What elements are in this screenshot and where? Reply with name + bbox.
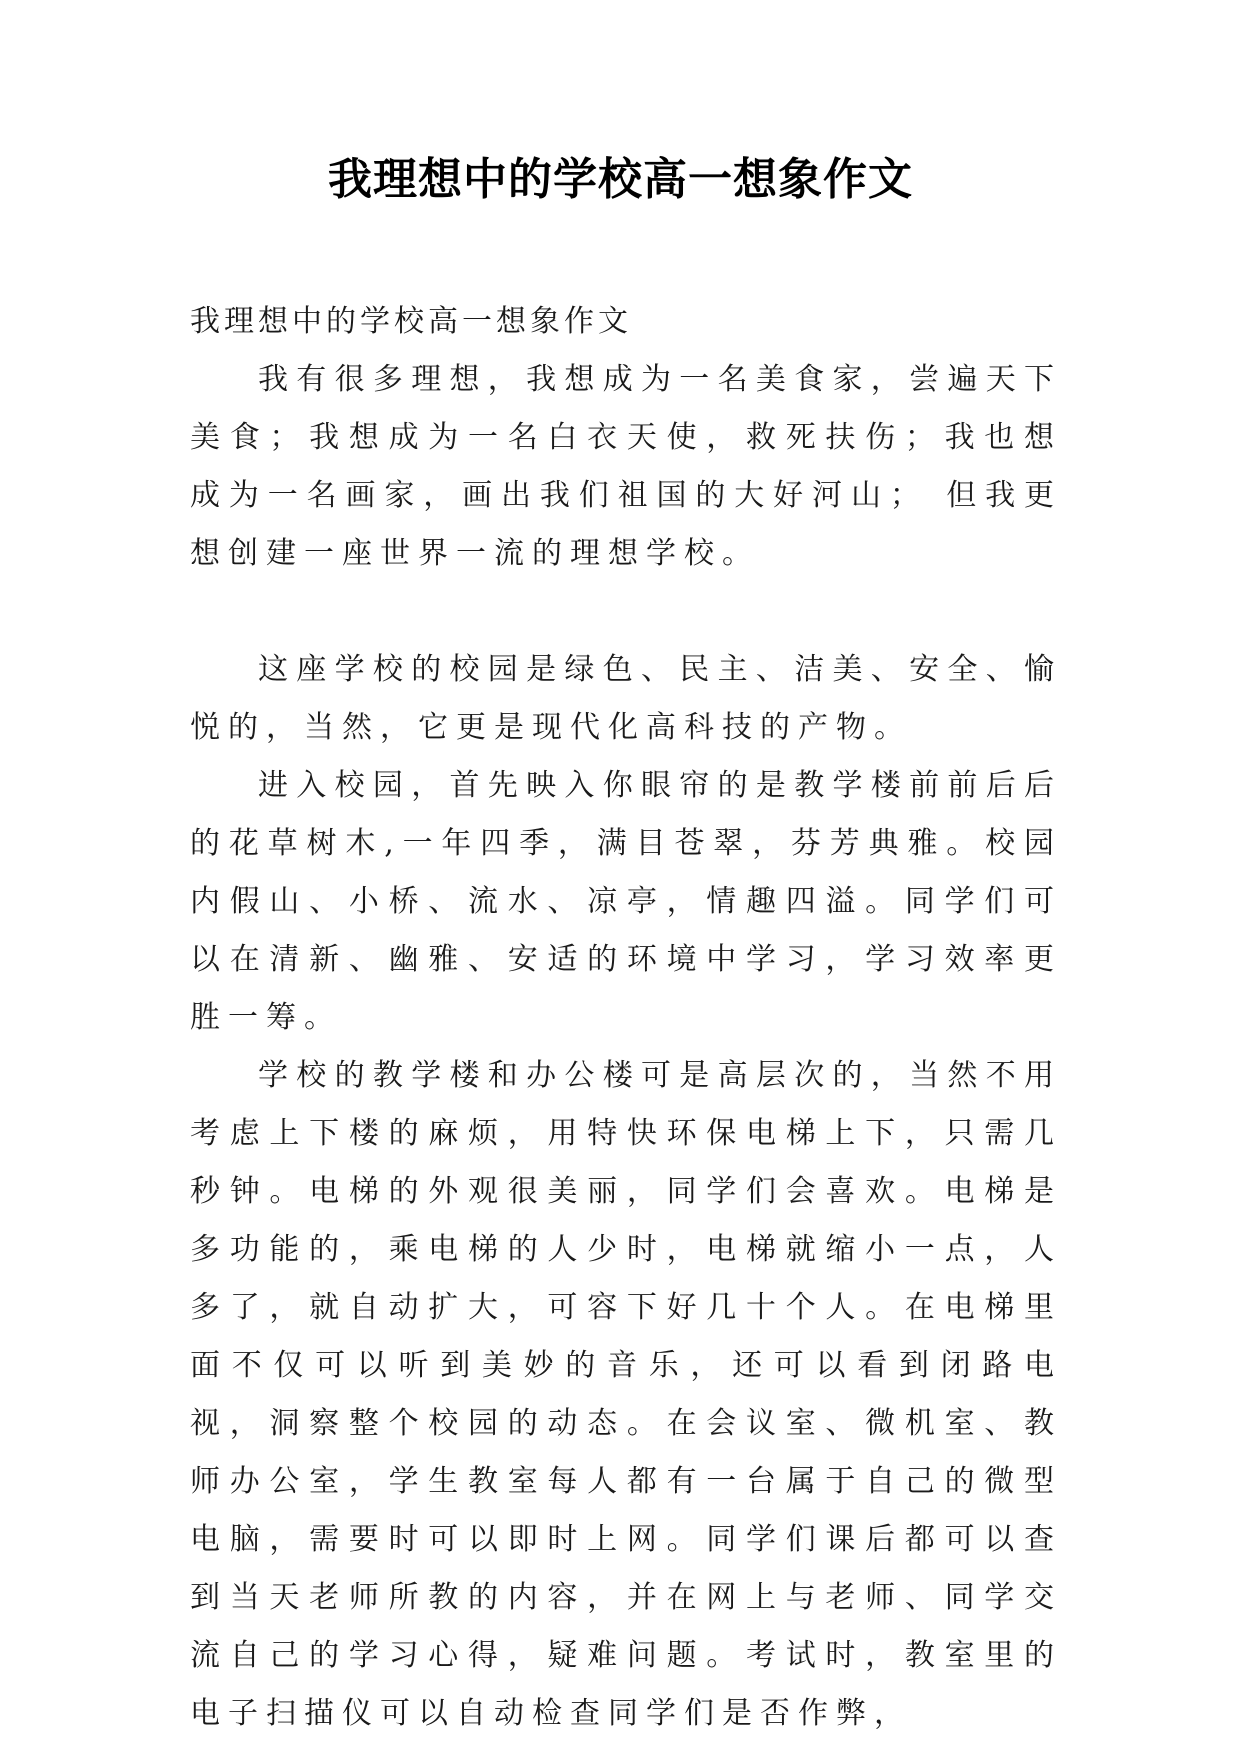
paragraph-1: 我有很多理想，我想成为一名美食家，尝遍天下美食；我想成为一名白衣天使，救死扶伤；我也想成为一名画家，画出我们祖国的大好河山； 但我更想创建一座世界一流的理想学校。 (190, 362, 1062, 571)
paragraph-2: 这座学校的校园是绿色、民主、洁美、安全、愉悦的，当然，它更是现代化高科技的产物。 (190, 652, 1062, 745)
document-subtitle: 我理想中的学校高一想象作文 (190, 304, 632, 339)
document-body (190, 293, 1062, 1743)
paragraph-3: 进入校园，首先映入你眼帘的是教学楼前前后后的花草树木,一年四季，满目苍翠，芬芳典雅。校园内假山、小桥、流水、凉亭，情趣四溢。同学们可以在清新、幽雅、安适的环境中学习，学习效率更胜一筹。 (190, 768, 1062, 1035)
paragraph-4: 学校的教学楼和办公楼可是高层次的，当然不用考虑上下楼的麻烦，用特快环保电梯上下，只需几秒钟。电梯的外观很美丽，同学们会喜欢。电梯是多功能的，乘电梯的人少时，电梯就缩小一点，人多了，就自动扩大，可容下好几十个人。在电梯里面不仅可以听到美妙的音乐，还可以看到闭路电视，洞察整个校园的动态。在会议室、微机室、教师办公室，学生教室每人都有一台属于自己的微型电脑，需要时可以即时上网。同学们课后都可以查到当天老师所教的内容，并在网上与老师、同学交流自己的学习心得，疑难问题。考试时，教室里的电子扫描仪可以自动检查同学们是否作弊， (190, 1058, 1062, 1731)
paragraph-spacer (190, 583, 1062, 641)
document-title: 我理想中的学校高一想象作文 (328, 154, 913, 205)
